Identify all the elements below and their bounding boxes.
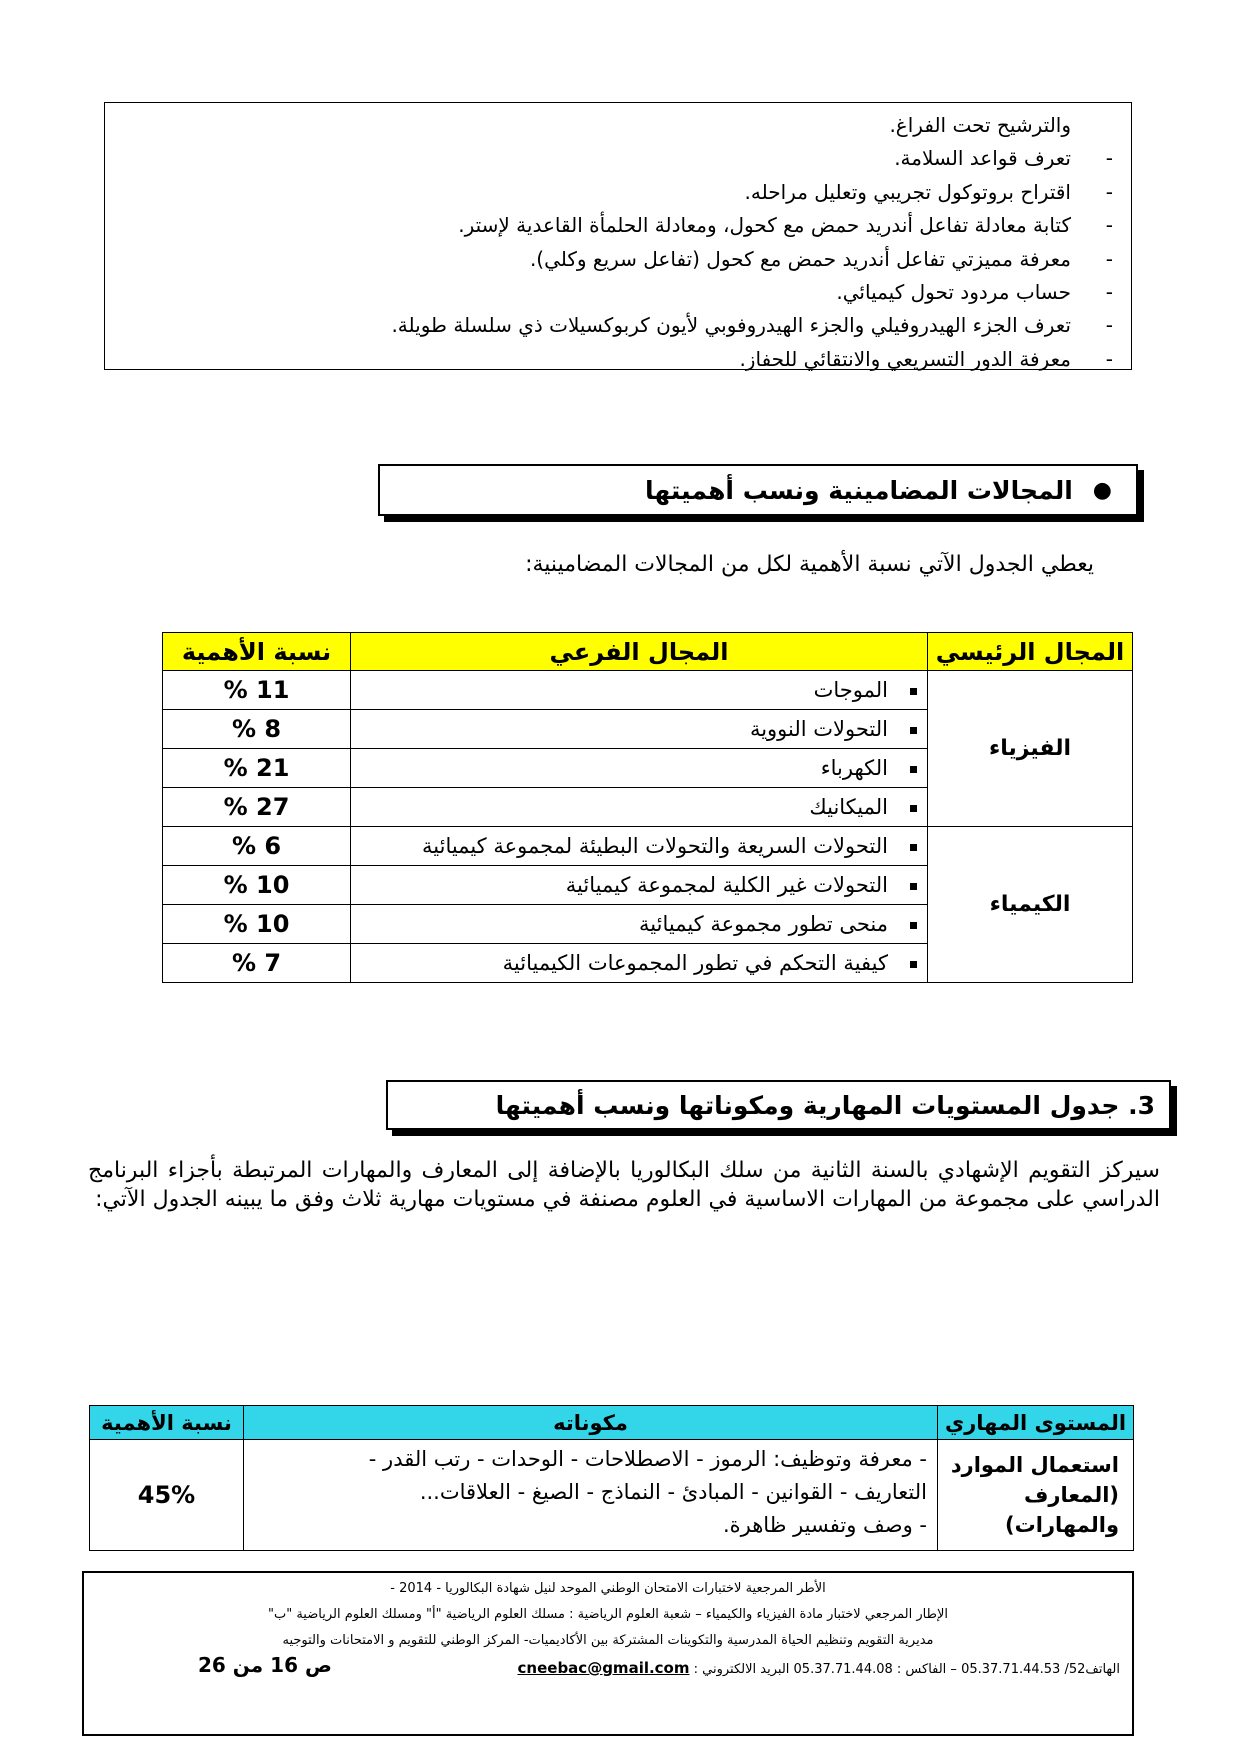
- square-bullet-icon: [910, 961, 917, 968]
- content-domains-table: [162, 632, 1133, 983]
- importance-value: 27 %: [163, 788, 351, 827]
- sub-domain: التحولات غير الكلية لمجموعة كيميائية: [351, 866, 928, 905]
- header-skill-level: المستوى المهاري: [938, 1406, 1134, 1440]
- main-domain-chemistry: الكيمياء: [928, 827, 1133, 983]
- sub-domain: الكهرباء: [351, 749, 928, 788]
- bullet-icon: ●: [1092, 477, 1112, 503]
- square-bullet-icon: [910, 766, 917, 773]
- square-bullet-icon: [910, 727, 917, 734]
- importance-value: 6 %: [163, 827, 351, 866]
- table-row: [163, 827, 1133, 866]
- importance-value: 11 %: [163, 671, 351, 710]
- component-line: التعاريف - القوانين - المبادئ - النماذج - الصيغ - العلاقات...: [419, 1480, 927, 1504]
- skill-levels-table: [89, 1405, 1134, 1551]
- page-footer: [82, 1571, 1134, 1736]
- list-item: - معرفة مميزتي تفاعل أندريد حمض مع كحول (تفاعل سريع وكلي).: [105, 243, 1113, 276]
- list-item: - اقتراح بروتوكول تجريبي وتعليل مراحله.: [105, 176, 1113, 209]
- importance-value: 10 %: [163, 866, 351, 905]
- contact-text: الهاتف52/ 05.37.71.44.53 – الفاكس : 05.37.71.44.08 البريد الالكتروني :: [693, 1662, 1120, 1677]
- square-bullet-icon: [910, 688, 917, 695]
- list-item: - معرفة الدور التسريعي والانتقائي للحفاز.: [105, 343, 1113, 376]
- importance-value: 21 %: [163, 749, 351, 788]
- sub-domain: التحولات النووية: [351, 710, 928, 749]
- footer-line: الإطار المرجعي لاختبار مادة الفيزياء والكيمياء – شعبة العلوم الرياضية : مسلك العلوم الرياضية "أ" ومسلك العلوم الرياضية "ب": [268, 1607, 948, 1622]
- sub-domain: منحى تطور مجموعة كيميائية: [351, 905, 928, 944]
- section-heading-skill-levels: [386, 1080, 1171, 1130]
- skill-levels-paragraph: سيركز التقويم الإشهادي بالسنة الثانية من سلك البكالوريا بالإضافة إلى المعارف والمهارات المرتبطة بأجزاء البرنامج الدراسي على مجموعة من المهارات الاساسية في العلوم مصنفة في مستويات مهارية ثلاث وفق ما يبينه الجدول الآتي:: [88, 1158, 1160, 1212]
- objectives-list: [105, 109, 1113, 376]
- importance-value: 10 %: [163, 905, 351, 944]
- sub-domain: التحولات السريعة والتحولات البطيئة لمجموعة كيميائية: [351, 827, 928, 866]
- section-title: 3. جدول المستويات المهارية ومكوناتها ونسب أهميتها: [495, 1090, 1155, 1120]
- sub-domain: كيفية التحكم في تطور المجموعات الكيميائية: [351, 944, 928, 983]
- table-row: [163, 671, 1133, 710]
- header-main-domain: المجال الرئيسي: [928, 633, 1133, 671]
- importance-value: 7 %: [163, 944, 351, 983]
- table-header-row: [163, 633, 1133, 671]
- square-bullet-icon: [910, 922, 917, 929]
- list-item: - حساب مردود تحول كيميائي.: [105, 276, 1113, 309]
- header-importance: نسبة الأهمية: [163, 633, 351, 671]
- square-bullet-icon: [910, 844, 917, 851]
- email-link[interactable]: cneebac@gmail.com: [517, 1659, 690, 1677]
- square-bullet-icon: [910, 883, 917, 890]
- header-sub-domain: المجال الفرعي: [351, 633, 928, 671]
- footer-line: الأطر المرجعية لاختبارات الامتحان الوطني الموحد لنيل شهادة البكالوريا - 2014 -: [390, 1581, 826, 1596]
- table-header-row: [90, 1406, 1134, 1440]
- skill-components: [244, 1440, 938, 1551]
- list-item: - كتابة معادلة تفاعل أندريد حمض مع كحول، ومعادلة الحلمأة القاعدية لإستر.: [105, 209, 1113, 242]
- table-intro: يعطي الجدول الآتي نسبة الأهمية لكل من المجالات المضامينية:: [525, 552, 1094, 577]
- list-item: - تعرف الجزء الهيدروفيلي والجزء الهيدروفوبي لأيون كربوكسيلات ذي سلسلة طويلة.: [105, 309, 1113, 342]
- section-heading-content-domains: [378, 464, 1138, 516]
- skill-level: استعمال الموارد (المعارف والمهارات): [938, 1440, 1134, 1551]
- table-row: [90, 1440, 1134, 1551]
- main-domain-physics: الفيزياء: [928, 671, 1133, 827]
- footer-line: مديرية التقويم وتنظيم الحياة المدرسية والتكوينات المشتركة بين الأكاديميات- المركز الوطني للتقويم و الامتحانات والتوجيه: [282, 1633, 934, 1648]
- component-line: - معرفة وتوظيف: الرموز - الاصطلاحات - الوحدات - رتب القدر -: [368, 1447, 927, 1471]
- section-title: المجالات المضامينية ونسب أهميتها: [645, 475, 1073, 505]
- square-bullet-icon: [910, 805, 917, 812]
- sub-domain: الموجات: [351, 671, 928, 710]
- sub-domain: الميكانيك: [351, 788, 928, 827]
- importance-value: 8 %: [163, 710, 351, 749]
- list-item: - تعرف قواعد السلامة.: [105, 142, 1113, 175]
- page-number: ص 16 من 26: [198, 1653, 332, 1677]
- header-components: مكوناته: [244, 1406, 938, 1440]
- component-line: - وصف وتفسير ظاهرة.: [722, 1513, 927, 1537]
- importance-value: 45%: [90, 1440, 244, 1551]
- list-continuation: والترشيح تحت الفراغ.: [889, 113, 1071, 137]
- objectives-box: [104, 102, 1132, 370]
- header-importance: نسبة الأهمية: [90, 1406, 244, 1440]
